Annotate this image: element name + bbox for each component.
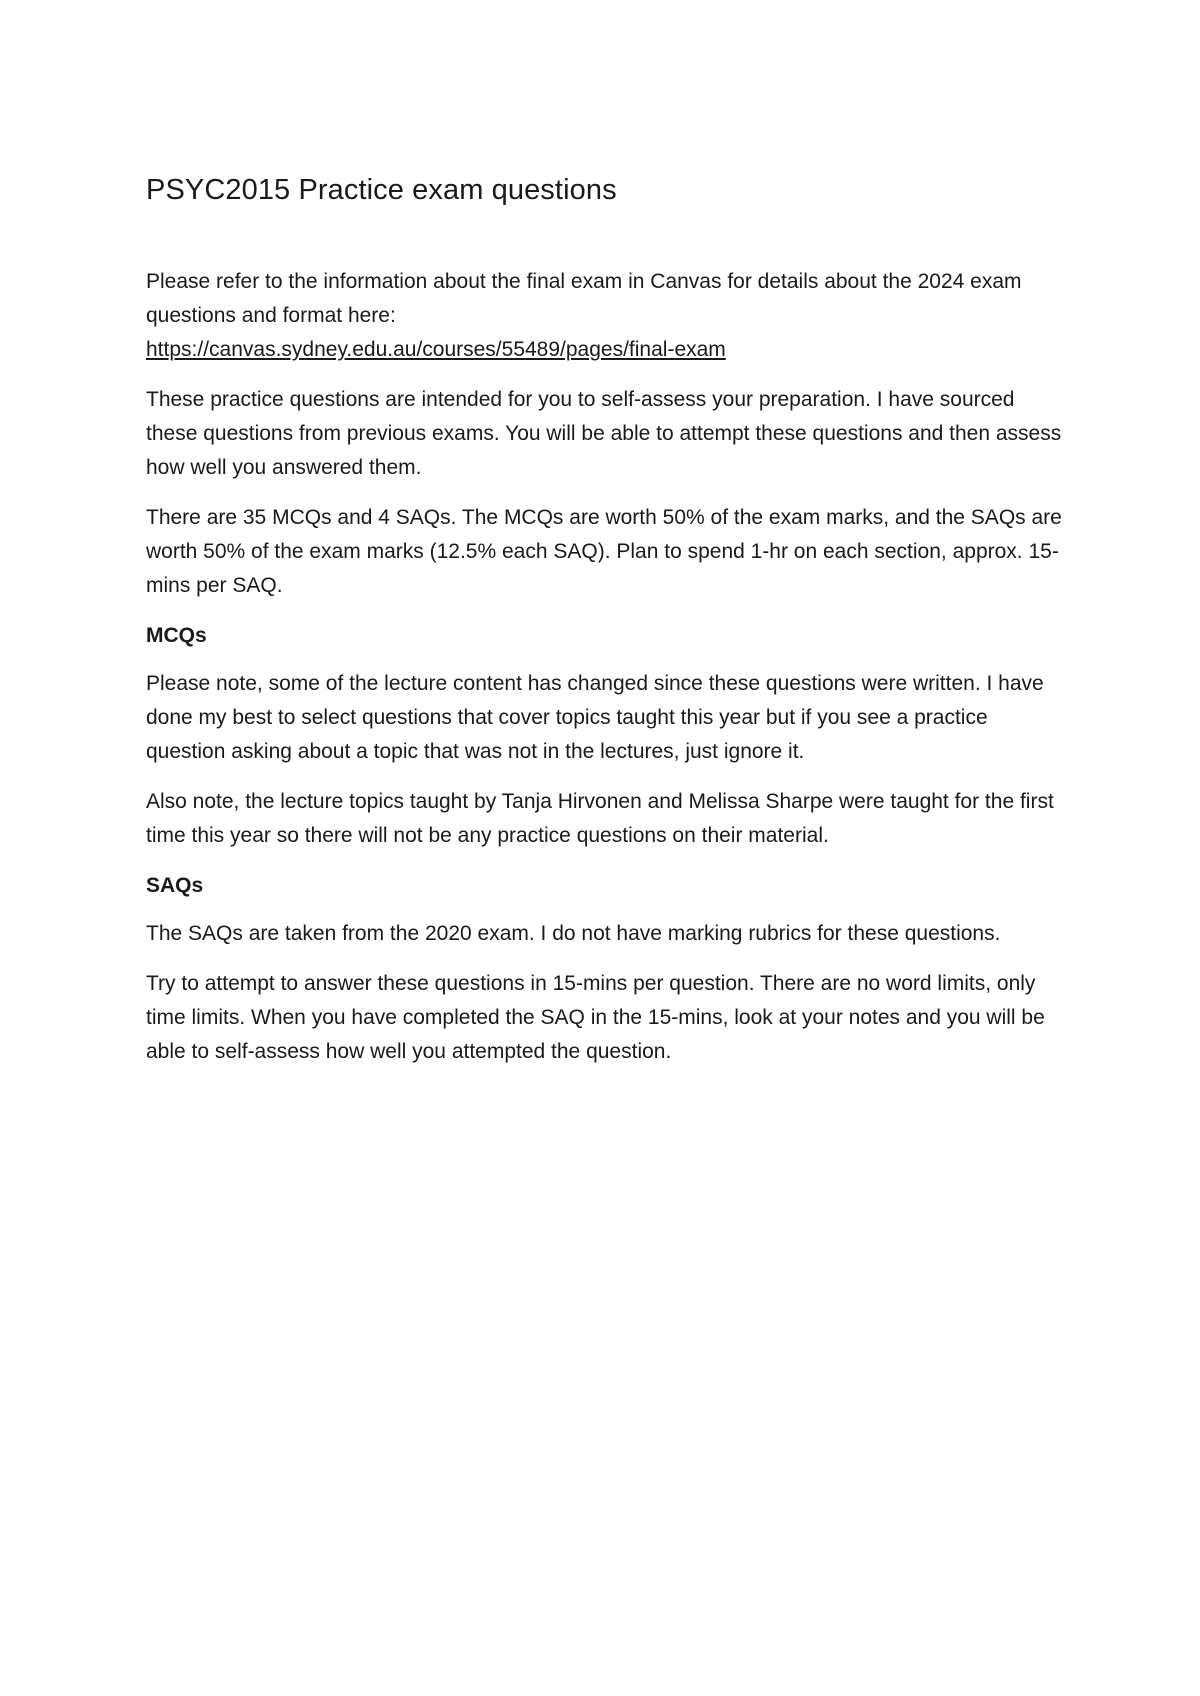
canvas-final-exam-link[interactable]: https://canvas.sydney.edu.au/courses/55489/pages/final-exam xyxy=(146,338,726,361)
document-title: PSYC2015 Practice exam questions xyxy=(146,174,617,206)
document-page xyxy=(146,170,1066,1085)
intro-paragraph xyxy=(146,265,1066,367)
saq-source-paragraph: The SAQs are taken from the 2020 exam. I do not have marking rubrics for these questions. xyxy=(146,922,1001,945)
saq-heading: SAQs xyxy=(146,874,204,897)
exam-structure-paragraph: There are 35 MCQs and 4 SAQs. The MCQs are worth 50% of the exam marks, and the SAQs are worth 50% of the exam marks (12.5% each SAQ). Plan to spend 1-hr on each section, approx. 15-mins per SAQ. xyxy=(146,506,1062,597)
mcq-heading: MCQs xyxy=(146,624,207,647)
intro-text: Please refer to the information about the final exam in Canvas for details about the 2024 exam questions and format here: xyxy=(146,270,1022,327)
mcq-note-paragraph: Please note, some of the lecture content has changed since these questions were written. I have done my best to select questions that cover topics taught this year but if you see a practice question asking about a topic that was not in the lectures, just ignore it. xyxy=(146,672,1044,763)
mcq-lecturers-paragraph: Also note, the lecture topics taught by Tanja Hirvonen and Melissa Sharpe were taught for the first time this year so there will not be any practice questions on their material. xyxy=(146,790,1054,847)
saq-instructions-paragraph: Try to attempt to answer these questions in 15-mins per question. There are no word limits, only time limits. When you have completed the SAQ in the 15-mins, look at your notes and you will be able to self-assess how well you attempted the question. xyxy=(146,972,1045,1063)
practice-purpose-paragraph: These practice questions are intended for you to self-assess your preparation. I have sourced these questions from previous exams. You will be able to attempt these questions and then assess how well you answered them. xyxy=(146,388,1062,479)
